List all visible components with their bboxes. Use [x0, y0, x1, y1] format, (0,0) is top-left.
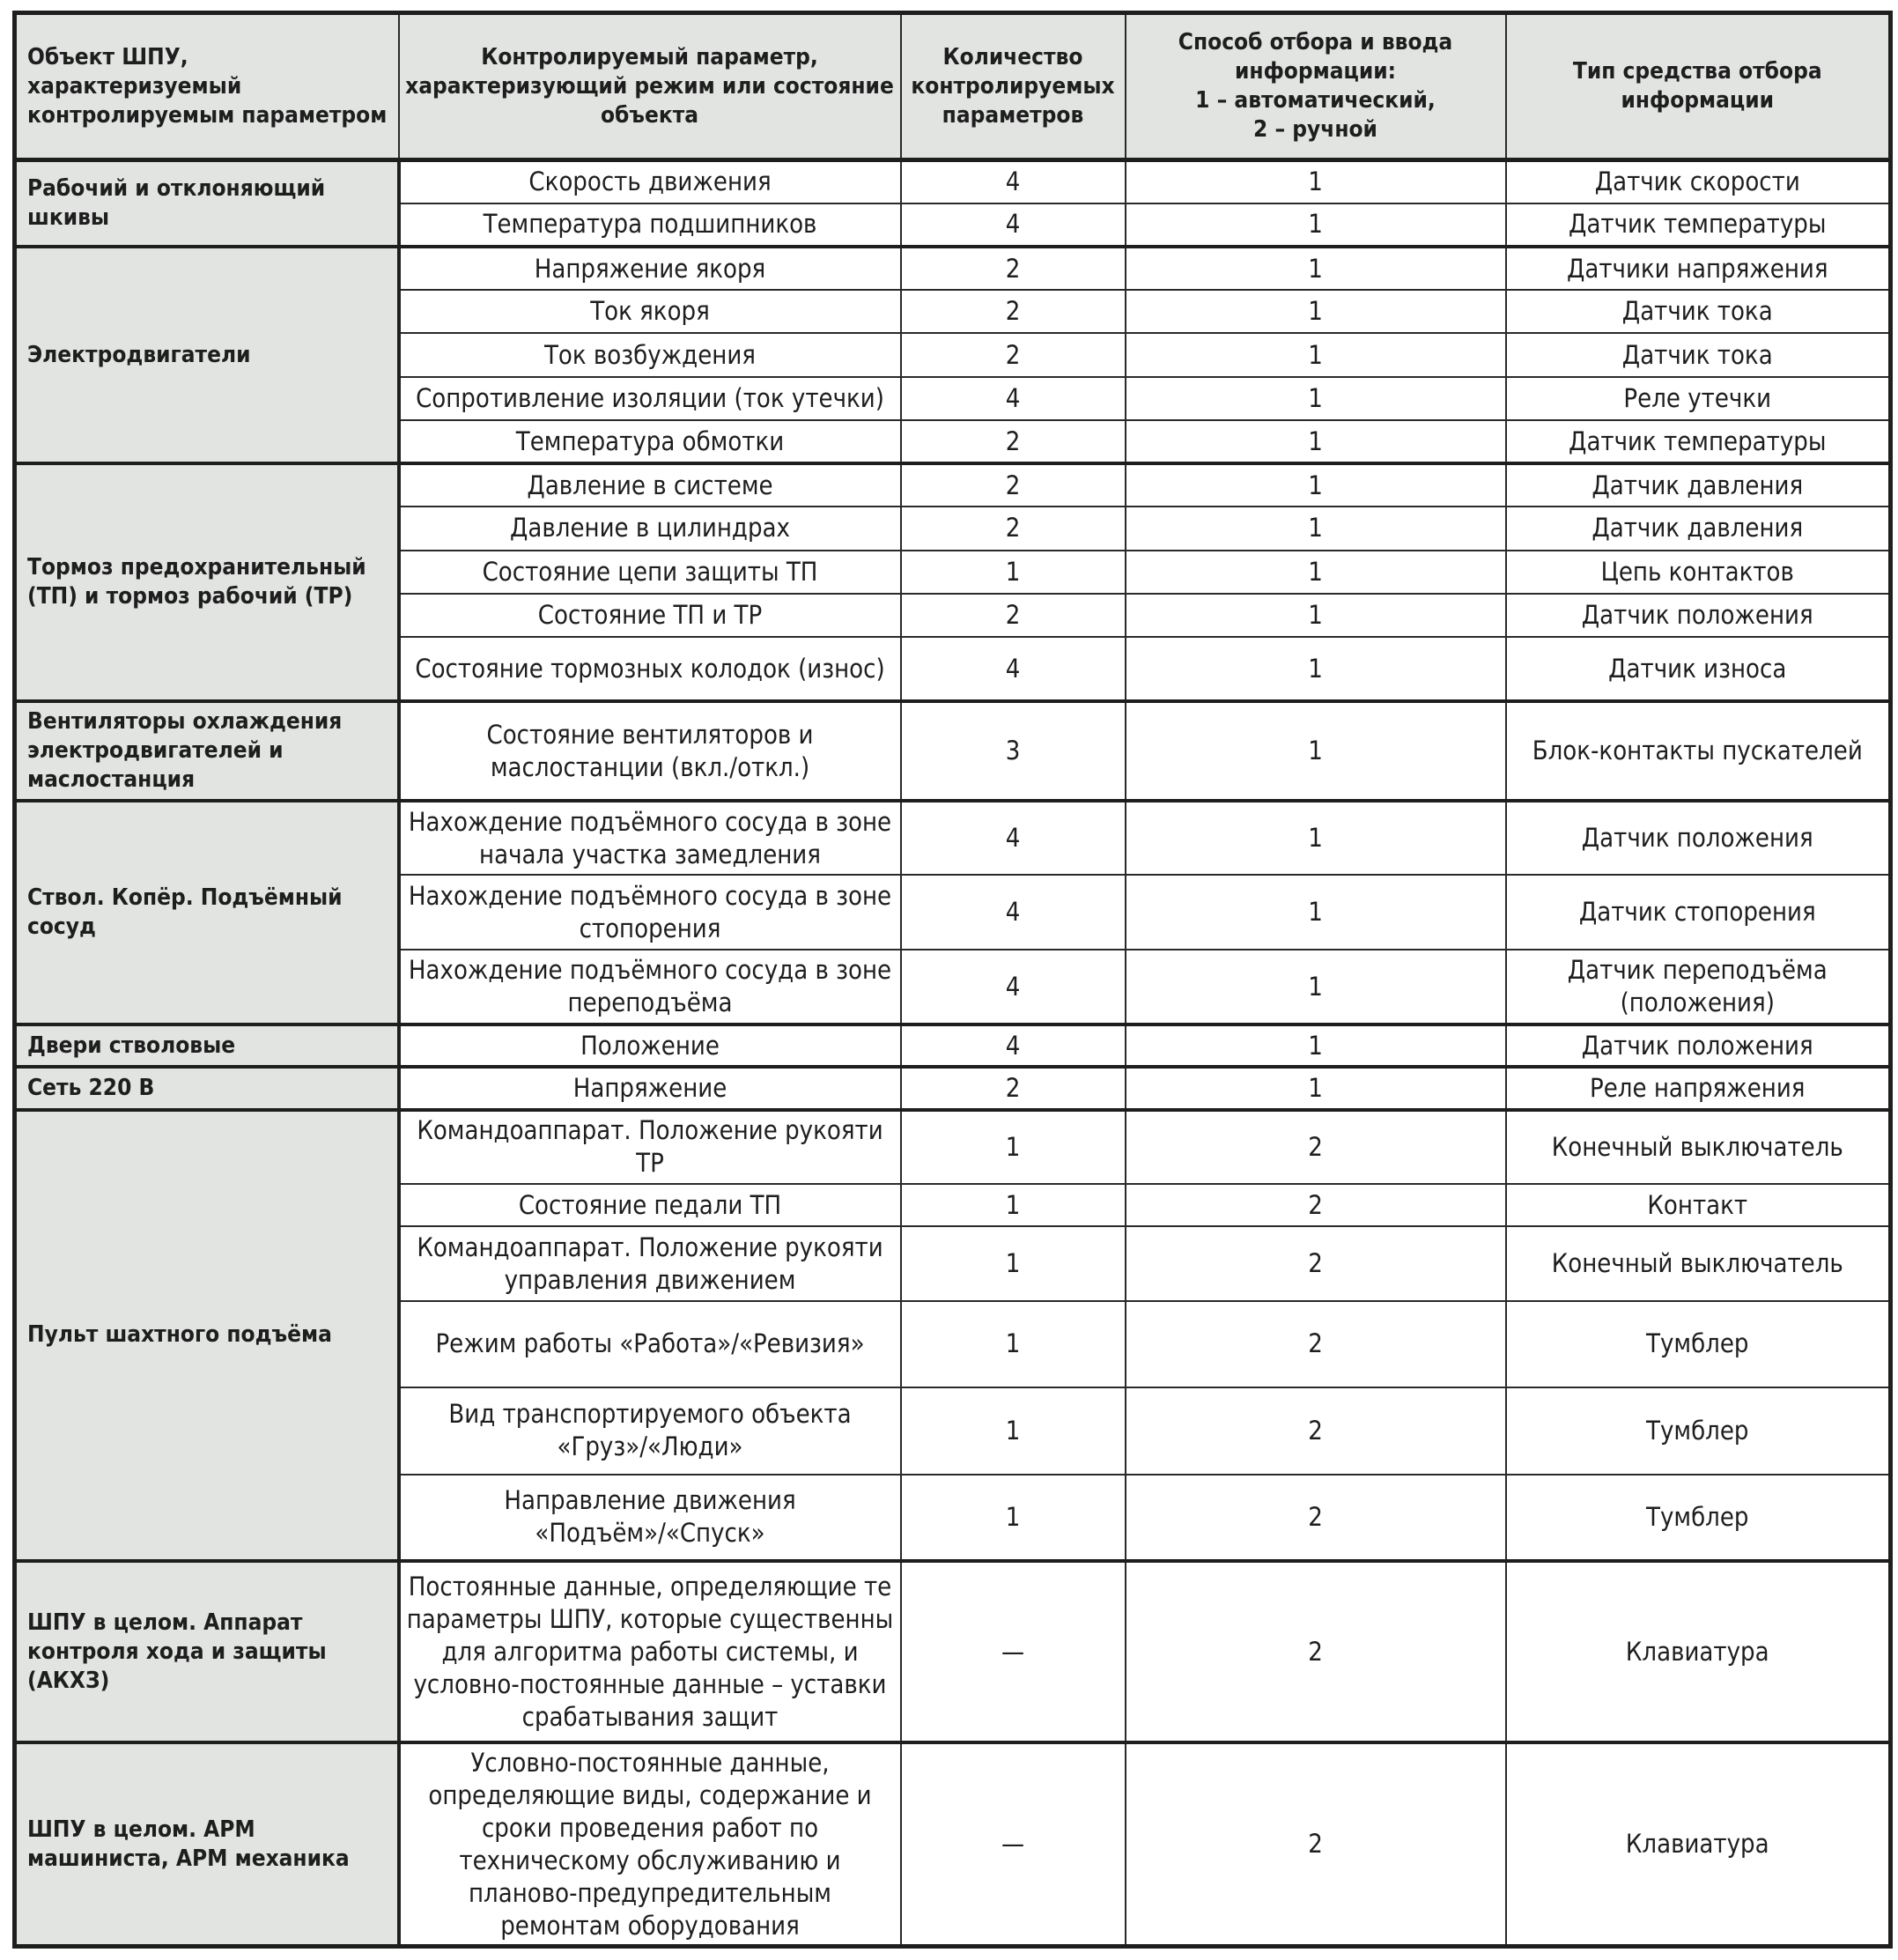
method-cell: 2 — [1126, 1561, 1506, 1742]
device-type-cell: Тумблер — [1506, 1301, 1891, 1387]
device-type-cell: Датчик переподъёма (положения) — [1506, 950, 1891, 1024]
object-cell: Электродвигатели — [15, 247, 399, 463]
parameter-cell: Ток якоря — [399, 290, 901, 333]
count-cell: 2 — [901, 594, 1126, 637]
count-cell: 4 — [901, 637, 1126, 701]
object-cell: ШПУ в целом. АРМ машиниста, АРМ механика — [15, 1742, 399, 1946]
method-cell: 2 — [1126, 1301, 1506, 1387]
device-type-cell: Датчик положения — [1506, 1024, 1891, 1067]
device-type-cell: Реле напряжения — [1506, 1067, 1891, 1109]
count-cell: 2 — [901, 1067, 1126, 1109]
device-type-cell: Цепь контактов — [1506, 551, 1891, 594]
device-type-cell: Датчик скорости — [1506, 160, 1891, 203]
device-type-cell: Датчики напряжения — [1506, 247, 1891, 290]
count-cell: 4 — [901, 377, 1126, 420]
method-cell: 1 — [1126, 463, 1506, 507]
count-cell: 1 — [901, 1387, 1126, 1474]
count-cell: 2 — [901, 420, 1126, 463]
method-cell: 2 — [1126, 1475, 1506, 1561]
count-cell: 3 — [901, 701, 1126, 801]
control-parameters-table — [12, 11, 1893, 1949]
method-cell: 2 — [1126, 1387, 1506, 1474]
object-cell: Вентиляторы охлаждения электродвигателей и маслостанция — [15, 701, 399, 801]
table-row — [15, 1742, 1891, 1946]
object-cell: Тормоз предохранительный (ТП) и тормоз рабочий (ТР) — [15, 463, 399, 701]
parameter-cell: Условно-постоянные данные, определяющие виды, содержание и сроки проведения работ по техническому обслуживанию и планово-предупредительным ремонтам оборудования — [399, 1742, 901, 1946]
device-type-cell: Датчик износа — [1506, 637, 1891, 701]
table-row — [15, 1561, 1891, 1742]
method-cell: 1 — [1126, 551, 1506, 594]
table-body — [15, 160, 1891, 1947]
method-cell: 2 — [1126, 1184, 1506, 1226]
parameter-cell: Состояние педали ТП — [399, 1184, 901, 1226]
method-cell: 1 — [1126, 701, 1506, 801]
parameter-cell: Направление движения «Подъём»/«Спуск» — [399, 1475, 901, 1561]
table-row — [15, 1024, 1891, 1067]
table-wrapper — [12, 11, 1888, 1949]
device-type-cell: Датчик давления — [1506, 463, 1891, 507]
parameter-cell: Состояние вентиляторов и маслостанции (вкл./откл.) — [399, 701, 901, 801]
method-cell: 2 — [1126, 1742, 1506, 1946]
device-type-cell: Клавиатура — [1506, 1742, 1891, 1946]
table-row — [15, 160, 1891, 203]
header-method: Способ отбора и ввода информации: 1 – автоматический, 2 – ручной — [1126, 13, 1506, 160]
object-cell: Двери стволовые — [15, 1024, 399, 1067]
parameter-cell: Давление в системе — [399, 463, 901, 507]
header-object: Объект ШПУ, характеризуемый контролируемым параметром — [15, 13, 399, 160]
parameter-cell: Ток возбуждения — [399, 333, 901, 376]
count-cell: 2 — [901, 333, 1126, 376]
method-cell: 1 — [1126, 875, 1506, 949]
object-cell: Пульт шахтного подъёма — [15, 1110, 399, 1562]
device-type-cell: Датчик давления — [1506, 507, 1891, 550]
parameter-cell: Нахождение подъёмного сосуда в зоне переподъёма — [399, 950, 901, 1024]
parameter-cell: Состояние тормозных колодок (износ) — [399, 637, 901, 701]
parameter-cell: Вид транспортируемого объекта «Груз»/«Люди» — [399, 1387, 901, 1474]
count-cell: — — [901, 1561, 1126, 1742]
count-cell: 4 — [901, 1024, 1126, 1067]
header-parameter: Контролируемый параметр, характеризующий режим или состояние объекта — [399, 13, 901, 160]
parameter-cell: Температура подшипников — [399, 203, 901, 247]
count-cell: 1 — [901, 1110, 1126, 1184]
device-type-cell: Конечный выключатель — [1506, 1226, 1891, 1300]
count-cell: 2 — [901, 507, 1126, 550]
count-cell: 2 — [901, 247, 1126, 290]
method-cell: 2 — [1126, 1226, 1506, 1300]
object-cell: Рабочий и отклоняющий шкивы — [15, 160, 399, 247]
device-type-cell: Контакт — [1506, 1184, 1891, 1226]
parameter-cell: Командоаппарат. Положение рукояти управления движением — [399, 1226, 901, 1300]
parameter-cell: Сопротивление изоляции (ток утечки) — [399, 377, 901, 420]
device-type-cell: Датчик положения — [1506, 801, 1891, 875]
method-cell: 2 — [1126, 1110, 1506, 1184]
device-type-cell: Датчик температуры — [1506, 203, 1891, 247]
method-cell: 1 — [1126, 247, 1506, 290]
object-cell: Ствол. Копёр. Подъёмный сосуд — [15, 801, 399, 1024]
method-cell: 1 — [1126, 160, 1506, 203]
count-cell: 4 — [901, 203, 1126, 247]
parameter-cell: Напряжение — [399, 1067, 901, 1109]
method-cell: 1 — [1126, 333, 1506, 376]
count-cell: 1 — [901, 1301, 1126, 1387]
object-cell: ШПУ в целом. Аппарат контроля хода и защиты (АКХЗ) — [15, 1561, 399, 1742]
method-cell: 1 — [1126, 290, 1506, 333]
device-type-cell: Датчик тока — [1506, 333, 1891, 376]
parameter-cell: Положение — [399, 1024, 901, 1067]
device-type-cell: Конечный выключатель — [1506, 1110, 1891, 1184]
method-cell: 1 — [1126, 420, 1506, 463]
header-count: Количество контролируемых параметров — [901, 13, 1126, 160]
table-row — [15, 1067, 1891, 1109]
parameter-cell: Температура обмотки — [399, 420, 901, 463]
device-type-cell: Датчик стопорения — [1506, 875, 1891, 949]
method-cell: 1 — [1126, 1067, 1506, 1109]
table-row — [15, 1110, 1891, 1184]
parameter-cell: Нахождение подъёмного сосуда в зоне стопорения — [399, 875, 901, 949]
count-cell: 2 — [901, 463, 1126, 507]
header-device-type: Тип средства отбора информации — [1506, 13, 1891, 160]
count-cell: 4 — [901, 875, 1126, 949]
count-cell: 1 — [901, 1475, 1126, 1561]
parameter-cell: Скорость движения — [399, 160, 901, 203]
count-cell: 4 — [901, 950, 1126, 1024]
table-row — [15, 801, 1891, 875]
method-cell: 1 — [1126, 1024, 1506, 1067]
device-type-cell: Датчик температуры — [1506, 420, 1891, 463]
method-cell: 1 — [1126, 203, 1506, 247]
parameter-cell: Постоянные данные, определяющие те параметры ШПУ, которые существенны для алгоритма работы системы, и условно-постоянные данные – уставки срабатывания защит — [399, 1561, 901, 1742]
method-cell: 1 — [1126, 507, 1506, 550]
count-cell: — — [901, 1742, 1126, 1946]
count-cell: 4 — [901, 801, 1126, 875]
parameter-cell: Давление в цилиндрах — [399, 507, 901, 550]
count-cell: 1 — [901, 1184, 1126, 1226]
table-row — [15, 701, 1891, 801]
device-type-cell: Тумблер — [1506, 1475, 1891, 1561]
parameter-cell: Режим работы «Работа»/«Ревизия» — [399, 1301, 901, 1387]
device-type-cell: Тумблер — [1506, 1387, 1891, 1474]
parameter-cell: Состояние ТП и ТР — [399, 594, 901, 637]
table-row — [15, 247, 1891, 290]
count-cell: 1 — [901, 551, 1126, 594]
device-type-cell: Реле утечки — [1506, 377, 1891, 420]
device-type-cell: Клавиатура — [1506, 1561, 1891, 1742]
object-cell: Сеть 220 В — [15, 1067, 399, 1109]
parameter-cell: Напряжение якоря — [399, 247, 901, 290]
device-type-cell: Датчик тока — [1506, 290, 1891, 333]
method-cell: 1 — [1126, 594, 1506, 637]
table-row — [15, 463, 1891, 507]
device-type-cell: Датчик положения — [1506, 594, 1891, 637]
method-cell: 1 — [1126, 637, 1506, 701]
method-cell: 1 — [1126, 377, 1506, 420]
device-type-cell: Блок-контакты пускателей — [1506, 701, 1891, 801]
parameter-cell: Состояние цепи защиты ТП — [399, 551, 901, 594]
parameter-cell: Нахождение подъёмного сосуда в зоне начала участка замедления — [399, 801, 901, 875]
header-row — [15, 13, 1891, 160]
count-cell: 2 — [901, 290, 1126, 333]
count-cell: 4 — [901, 160, 1126, 203]
method-cell: 1 — [1126, 801, 1506, 875]
method-cell: 1 — [1126, 950, 1506, 1024]
parameter-cell: Командоаппарат. Положение рукояти ТР — [399, 1110, 901, 1184]
count-cell: 1 — [901, 1226, 1126, 1300]
